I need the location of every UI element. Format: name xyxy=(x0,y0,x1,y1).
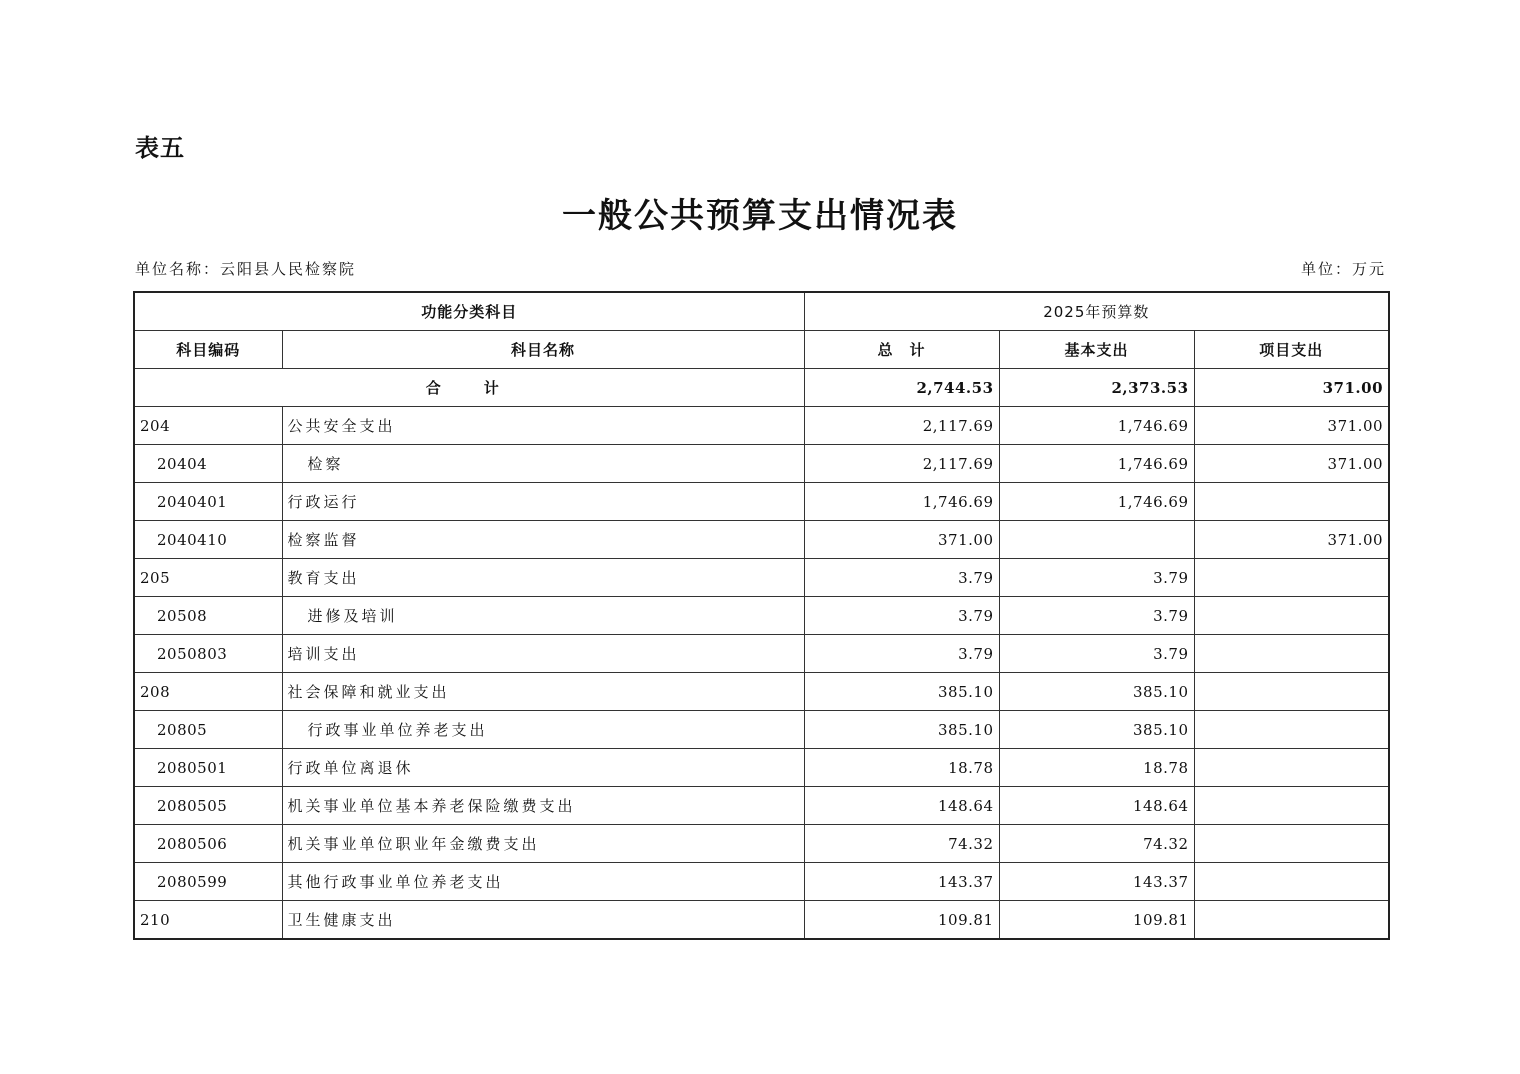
row-code: 210 xyxy=(134,901,282,940)
row-basic: 385.10 xyxy=(999,673,1194,711)
row-code: 2040401 xyxy=(134,483,282,521)
row-code: 2080501 xyxy=(134,749,282,787)
table-row xyxy=(134,445,1389,483)
unit-name-label: 单位名称：云阳县人民检察院 xyxy=(135,260,357,278)
row-basic: 3.79 xyxy=(999,559,1194,597)
row-code: 2040410 xyxy=(134,521,282,559)
row-total: 385.10 xyxy=(804,711,999,749)
total-row-label: 合 计 xyxy=(134,369,804,407)
row-name: 检察监督 xyxy=(282,521,804,559)
row-basic: 109.81 xyxy=(999,901,1194,940)
row-total: 2,117.69 xyxy=(804,445,999,483)
row-total: 3.79 xyxy=(804,559,999,597)
row-name: 培训支出 xyxy=(282,635,804,673)
row-project xyxy=(1194,711,1389,749)
row-code: 208 xyxy=(134,673,282,711)
row-code: 205 xyxy=(134,559,282,597)
row-total: 18.78 xyxy=(804,749,999,787)
row-name: 行政运行 xyxy=(282,483,804,521)
header-functional-category: 功能分类科目 xyxy=(134,292,804,331)
row-name: 卫生健康支出 xyxy=(282,901,804,940)
header-name: 科目名称 xyxy=(282,331,804,369)
row-name: 检察 xyxy=(282,445,804,483)
table-row xyxy=(134,901,1389,940)
budget-table xyxy=(133,291,1390,940)
table-row xyxy=(134,825,1389,863)
table-row xyxy=(134,559,1389,597)
row-name: 行政事业单位养老支出 xyxy=(282,711,804,749)
table-row xyxy=(134,863,1389,901)
row-code: 20508 xyxy=(134,597,282,635)
table-label: 表五 xyxy=(135,134,185,162)
row-basic: 143.37 xyxy=(999,863,1194,901)
row-total: 74.32 xyxy=(804,825,999,863)
row-total: 109.81 xyxy=(804,901,999,940)
row-code: 20404 xyxy=(134,445,282,483)
row-project xyxy=(1194,863,1389,901)
row-project: 371.00 xyxy=(1194,407,1389,445)
row-name: 其他行政事业单位养老支出 xyxy=(282,863,804,901)
header-project: 项目支出 xyxy=(1194,331,1389,369)
row-total: 2,117.69 xyxy=(804,407,999,445)
row-basic xyxy=(999,521,1194,559)
row-basic: 3.79 xyxy=(999,635,1194,673)
row-total: 371.00 xyxy=(804,521,999,559)
row-total: 1,746.69 xyxy=(804,483,999,521)
row-name: 社会保障和就业支出 xyxy=(282,673,804,711)
row-basic: 3.79 xyxy=(999,597,1194,635)
table-row xyxy=(134,673,1389,711)
row-basic: 385.10 xyxy=(999,711,1194,749)
table-row xyxy=(134,749,1389,787)
row-basic: 148.64 xyxy=(999,787,1194,825)
header-basic: 基本支出 xyxy=(999,331,1194,369)
row-project xyxy=(1194,749,1389,787)
header-row-columns xyxy=(134,331,1389,369)
row-project xyxy=(1194,673,1389,711)
table-row xyxy=(134,635,1389,673)
row-code: 2080505 xyxy=(134,787,282,825)
row-basic: 74.32 xyxy=(999,825,1194,863)
row-code: 204 xyxy=(134,407,282,445)
row-total: 3.79 xyxy=(804,597,999,635)
row-basic: 1,746.69 xyxy=(999,407,1194,445)
row-name: 机关事业单位职业年金缴费支出 xyxy=(282,825,804,863)
row-name: 行政单位离退休 xyxy=(282,749,804,787)
table-row xyxy=(134,483,1389,521)
row-code: 2050803 xyxy=(134,635,282,673)
header-row-top xyxy=(134,292,1389,331)
row-name: 进修及培训 xyxy=(282,597,804,635)
row-project xyxy=(1194,635,1389,673)
header-code: 科目编码 xyxy=(134,331,282,369)
total-row-basic: 2,373.53 xyxy=(999,369,1194,407)
table-row xyxy=(134,521,1389,559)
row-name: 教育支出 xyxy=(282,559,804,597)
table-row xyxy=(134,597,1389,635)
row-name: 机关事业单位基本养老保险缴费支出 xyxy=(282,787,804,825)
header-total: 总 计 xyxy=(804,331,999,369)
row-basic: 1,746.69 xyxy=(999,483,1194,521)
table-row xyxy=(134,711,1389,749)
page-title: 一般公共预算支出情况表 xyxy=(562,196,958,236)
row-total: 3.79 xyxy=(804,635,999,673)
row-code: 2080599 xyxy=(134,863,282,901)
total-row-total: 2,744.53 xyxy=(804,369,999,407)
row-name: 公共安全支出 xyxy=(282,407,804,445)
row-project xyxy=(1194,787,1389,825)
row-basic: 18.78 xyxy=(999,749,1194,787)
row-code: 20805 xyxy=(134,711,282,749)
total-row xyxy=(134,369,1389,407)
row-code: 2080506 xyxy=(134,825,282,863)
row-project xyxy=(1194,901,1389,940)
table-row xyxy=(134,407,1389,445)
row-project xyxy=(1194,483,1389,521)
currency-unit-label: 单位：万元 xyxy=(1300,260,1386,278)
row-project xyxy=(1194,597,1389,635)
header-budget-year: 2025年预算数 xyxy=(804,292,1389,331)
row-basic: 1,746.69 xyxy=(999,445,1194,483)
row-total: 148.64 xyxy=(804,787,999,825)
row-project xyxy=(1194,825,1389,863)
row-project xyxy=(1194,559,1389,597)
row-total: 143.37 xyxy=(804,863,999,901)
table-row xyxy=(134,787,1389,825)
total-row-project: 371.00 xyxy=(1194,369,1389,407)
row-project: 371.00 xyxy=(1194,445,1389,483)
row-total: 385.10 xyxy=(804,673,999,711)
row-project: 371.00 xyxy=(1194,521,1389,559)
